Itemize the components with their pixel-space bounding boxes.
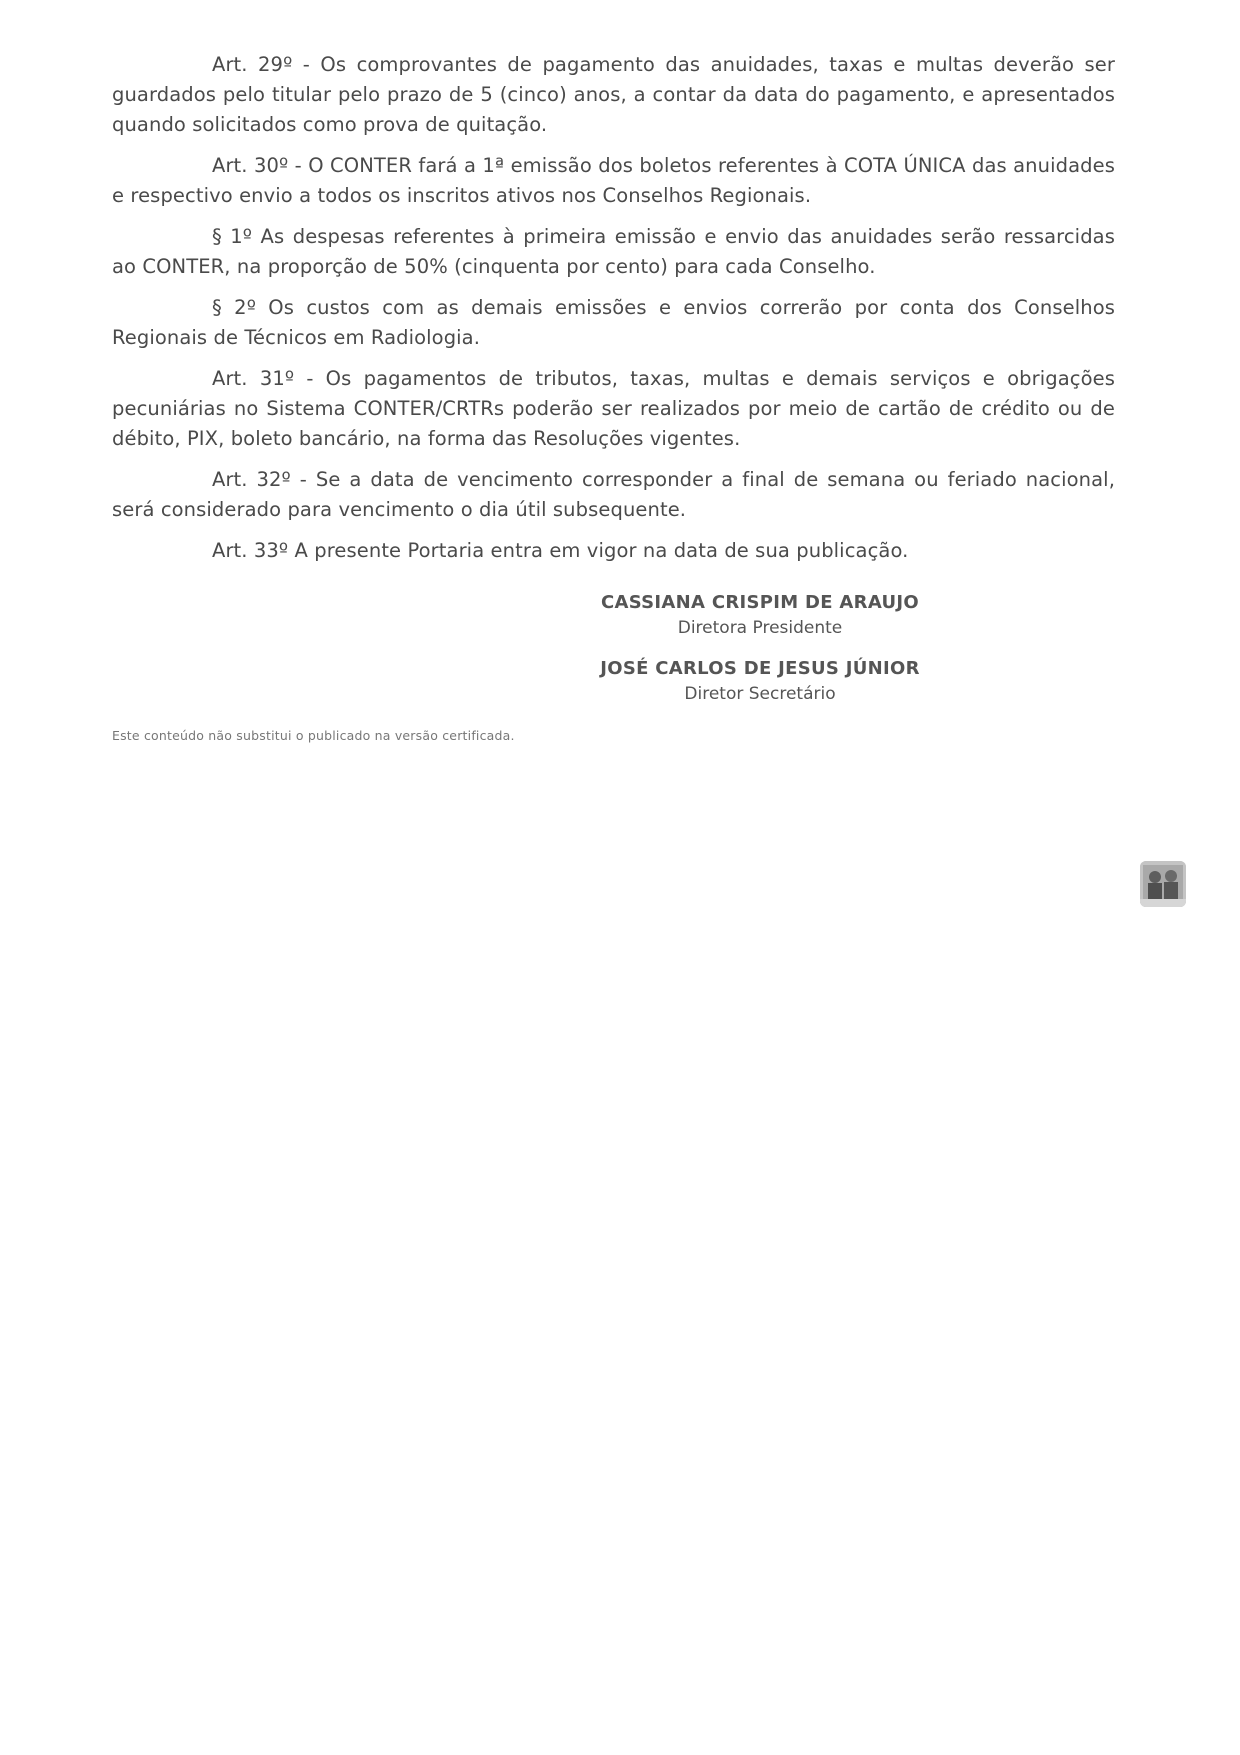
paragraph-art-33: Art. 33º A presente Portaria entra em vigor na data de sua publicação. — [212, 539, 909, 562]
signatory-name: CASSIANA CRISPIM DE ARAUJO — [600, 592, 920, 613]
photo-thumbnail-graphic — [1140, 861, 1186, 907]
signature-area — [560, 590, 960, 722]
signatory-role: Diretor Secretário — [684, 684, 836, 704]
paragraph-section-1: § 1º As despesas referentes à primeira emissão e envio das anuidades serão ressarcidas ao CONTER, na proporção de 50% (cinquenta por cento) para cada Conselho. — [112, 225, 1115, 278]
signature-block — [560, 590, 960, 640]
paragraph-art-31: Art. 31º - Os pagamentos de tributos, taxas, multas e demais serviços e obrigações pecuniárias no Sistema CONTER/CRTRs poderão ser realizados por meio de cartão de crédito ou de débito, PIX, boleto bancário, na forma das Resoluções vigentes. — [112, 367, 1115, 450]
signatory-role: Diretora Presidente — [677, 618, 843, 638]
signatory-name: JOSÉ CARLOS DE JESUS JÚNIOR — [600, 658, 920, 679]
signature-block — [560, 656, 960, 706]
certification-note: Este conteúdo não substitui o publicado na versão certificada. — [112, 728, 515, 743]
paragraph-art-32: Art. 32º - Se a data de vencimento corresponder a final de semana ou feriado nacional, será considerado para vencimento o dia útil subsequente. — [112, 468, 1115, 521]
paragraph-section-2: § 2º Os custos com as demais emissões e envios correrão por conta dos Conselhos Regionais de Técnicos em Radiologia. — [112, 296, 1115, 349]
document-body — [112, 50, 1115, 577]
paragraph-art-29: Art. 29º - Os comprovantes de pagamento das anuidades, taxas e multas deverão ser guardados pelo titular pelo prazo de 5 (cinco) anos, a contar da data do pagamento, e apresentados quando solicitados como prova de quitação. — [112, 53, 1115, 136]
paragraph-art-30: Art. 30º - O CONTER fará a 1ª emissão dos boletos referentes à COTA ÚNICA das anuidades e respectivo envio a todos os inscritos ativos nos Conselhos Regionais. — [112, 154, 1115, 207]
photo-thumbnail-icon — [1140, 861, 1186, 907]
